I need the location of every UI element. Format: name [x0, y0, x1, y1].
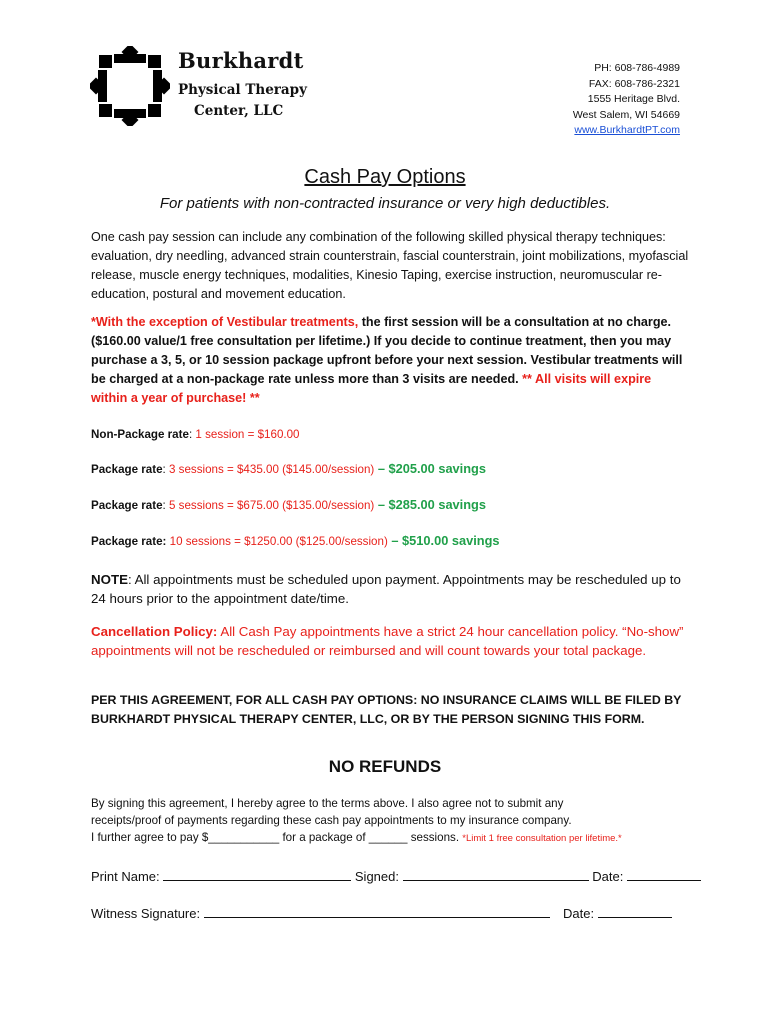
rate-savings: – $510.00 savings: [387, 533, 500, 548]
city-address: West Salem, WI 54669: [572, 108, 680, 121]
witness-signature-field[interactable]: [204, 904, 550, 918]
date-label: Date:: [592, 869, 624, 884]
rate-label: Package rate:: [91, 535, 167, 548]
cancellation-label: Cancellation Policy:: [91, 624, 218, 639]
print-name-row: [91, 867, 701, 884]
print-name-field[interactable]: [163, 867, 351, 881]
signing-line-3: I further agree to pay $___________ for a package of ______ sessions. *Limit 1 free consultation per lifetime.*: [91, 831, 622, 844]
contact-block: [573, 61, 680, 139]
rate-detail: 10 sessions = $1250.00 ($125.00/session): [169, 535, 388, 548]
street-address: 1555 Heritage Blvd.: [587, 93, 680, 105]
expire-note: ** All visits will expire within a year of purchase! **: [91, 372, 652, 405]
signing-line-1: By signing this agreement, I hereby agree to the terms above. I also agree not to submit any: [91, 797, 564, 810]
print-name-label: Print Name:: [91, 869, 160, 884]
rate-row: Package rate: 3 sessions = $435.00 ($145.00/session) – $205.00 savings: [91, 461, 486, 476]
rate-detail: 1 session = $160.00: [195, 428, 300, 441]
agreement-paragraph: PER THIS AGREEMENT, FOR ALL CASH PAY OPTIONS: NO INSURANCE CLAIMS WILL BE FILED BY BURKHARDT PHYSICAL THERAPY CENTER, LLC, OR BY THE PERSON SIGNING THIS FORM.: [91, 693, 682, 726]
exception-paragraph: [91, 313, 691, 408]
exception-text: the first session will be a consultation at no charge. ($160.00 value/1 free consultation per lifetime.) If you decide to continue treatment, then you may purchase a 3, 5, or 10 session package upfront before your next session. Vestibular treatments will be charged at a non-package rate unless more than 3 visits are needed.: [91, 315, 683, 386]
signed-label: Signed:: [354, 869, 399, 884]
rate-savings: – $205.00 savings: [374, 461, 486, 476]
rate-detail: 3 sessions = $435.00 ($145.00/session): [169, 463, 375, 476]
note-label: NOTE: [91, 572, 128, 587]
cancellation-text: All Cash Pay appointments have a strict 24 hour cancellation policy. “No-show” appointments will not be rescheduled or reimbursed and will count towards your total package.: [91, 624, 684, 658]
signing-statement: [91, 795, 691, 847]
no-refunds-heading: NO REFUNDS: [328, 757, 442, 776]
signing-line-2: receipts/proof of payments regarding these cash pay appointments to my insurance company.: [91, 814, 572, 827]
note-text: : All appointments must be scheduled upon payment. Appointments may be rescheduled up to 24 hours prior to the appointment date/time.: [91, 572, 681, 606]
rate-label: Package rate: [91, 499, 163, 512]
company-brand: [178, 48, 307, 119]
burkhardt-star-logo-icon: [90, 46, 170, 126]
website-link[interactable]: www.BurkhardtPT.com: [574, 124, 680, 136]
note-paragraph: [91, 570, 691, 608]
rate-row: Non-Package rate: 1 session = $160.00: [91, 428, 300, 441]
rate-label: Non-Package rate: [91, 428, 189, 441]
rate-label: Package rate: [91, 463, 163, 476]
limit-note: *Limit 1 free consultation per lifetime.*: [462, 833, 622, 844]
rate-row: Package rate: 5 sessions = $675.00 ($135.00/session) – $285.00 savings: [91, 497, 486, 512]
exception-red-text: *With the exception of Vestibular treatments,: [91, 315, 359, 329]
page-title: Cash Pay Options: [304, 166, 466, 188]
rate-row: [91, 533, 500, 548]
rate-detail: 5 sessions = $675.00 ($135.00/session): [169, 499, 375, 512]
cancellation-paragraph: [91, 622, 691, 660]
fax: FAX: 608-786-2321: [588, 77, 680, 90]
phone: PH: 608-786-4989: [594, 62, 680, 74]
witness-date-label: Date:: [562, 906, 595, 921]
date-field[interactable]: [627, 867, 701, 881]
rate-savings: – $285.00 savings: [374, 497, 486, 512]
signed-field[interactable]: [403, 867, 589, 881]
page-subtitle: For patients with non-contracted insurance or very high deductibles.: [159, 195, 611, 212]
witness-label: Witness Signature:: [91, 906, 201, 921]
company-line-2: Physical Therapy: [178, 82, 307, 98]
witness-row: [91, 904, 672, 921]
company-name: Burkhardt: [178, 48, 304, 73]
witness-date-field[interactable]: [598, 904, 672, 918]
company-line-3: Center, LLC: [194, 103, 284, 119]
intro-paragraph: One cash pay session can include any combination of the following skilled physical therapy techniques: evaluation, dry needling, advanced strain counterstrain, fascial counterstrain, joint mobilizations, myofascial release, muscle energy techniques, modalities, Kinesio Taping, exercise instruction, neuromuscular re-education, postural and movement education.: [91, 230, 689, 301]
